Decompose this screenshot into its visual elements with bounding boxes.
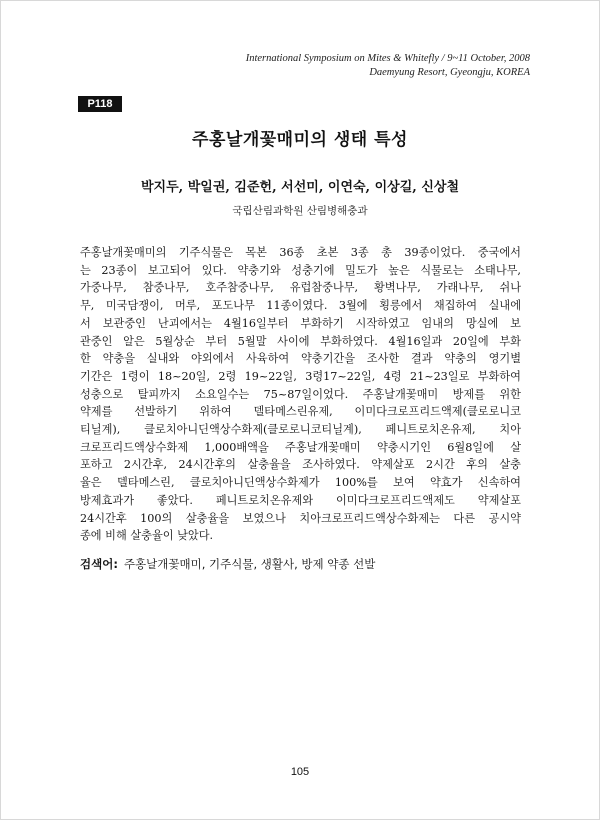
keywords-text: 주홍날개꽃매미, 기주식물, 생활사, 방제 약종 선발 bbox=[123, 557, 376, 571]
abstract-line: 방제효과가 좋았다. 페니트로치온유제와 이미다크로프리드액제도 약제살포 bbox=[80, 493, 521, 507]
abstract-line: 율은 델타메스린, 클로치아니딘액상수화제가 100%를 보여 약효가 신속하여 bbox=[80, 476, 521, 490]
author-list: 박지두, 박일권, 김준헌, 서선미, 이연숙, 이상길, 신상철 bbox=[140, 180, 460, 195]
conference-header-line2: Daemyung Resort, Gyeongju, KOREA bbox=[369, 67, 530, 78]
paper-title: 주홍날개꽃매미의 생태 특성 bbox=[192, 130, 408, 150]
abstract-line: 는 23종이 보고되어 있다. 약충기와 성충기에 밀도가 높은 식물로는 소태나무, bbox=[80, 263, 521, 277]
abstract-line: 기간은 1령이 18~20일, 2령 19~22일, 3령17~22일, 4령 21~23일로 부화하여 bbox=[80, 369, 521, 383]
abstract-line: 주홍날개꽃매미의 기주식물은 목본 36종 초본 3종 총 39종이었다. 중국에서 bbox=[80, 246, 521, 259]
abstract-line: 약제를 선발하기 위하여 델타메스린유제, 이미다크로프리드액제(클로로니코 bbox=[80, 405, 521, 419]
conference-header bbox=[246, 52, 530, 80]
conference-header-line1: International Symposium on Mites & Whitefly / 9~11 October, 2008 bbox=[245, 53, 530, 64]
abstract-line: 관중인 알은 5월상순 부터 5월말 사이에 부화하였다. 4월16일과 20일에 부화 bbox=[80, 334, 521, 348]
abstract-line: 무, 미국담쟁이, 머루, 포도나무 11종이였다. 3월에 횡릉에서 채집하여 실내에 bbox=[80, 299, 521, 313]
abstract-line: 종에 비해 살충율이 낮았다. bbox=[80, 529, 214, 543]
keywords bbox=[80, 556, 375, 572]
abstract-line: 24시간후 100의 살충율을 보였으나 치아크로프리드액상수화제는 다른 공시약 bbox=[80, 511, 521, 525]
abstract-line: 크로프리드액상수화제 1,000배액을 주홍날개꽃매미 약충시기인 6월8일에 살 bbox=[80, 440, 521, 454]
abstract-line: 한 약충을 실내와 야외에서 사육하여 약충기간을 조사한 결과 약충의 영기별 bbox=[80, 352, 521, 366]
keywords-label: 검색어: bbox=[80, 557, 118, 571]
abstract-body bbox=[80, 244, 521, 545]
abstract-line: 티닐계), 클로치아니딘액상수화제(클로로니코티닐계), 페니트로치온유제, 치아 bbox=[80, 423, 521, 437]
page-number: 105 bbox=[290, 766, 310, 778]
abstract-line: 서 보관중인 난괴에서는 4월16일부터 부화하기 시작하였고 임내의 망실에 보 bbox=[80, 316, 521, 330]
abstract-line: 가중나무, 참중나무, 호주참중나무, 유럽참중나무, 황벽나무, 가래나무, 쉬나 bbox=[80, 281, 521, 295]
poster-id-badge: P118 bbox=[78, 96, 122, 112]
abstract-line: 포하고 2시간후, 24시간후의 살충율을 조사하였다. 약제살포 2시간 후의 살충 bbox=[80, 458, 521, 472]
affiliation: 국립산림과학원 산림병해충과 bbox=[232, 205, 368, 217]
abstract-line: 성충으로 탈피까지 소요일수는 75~87일이었다. 주홍날개꽃매미 방제를 위한 bbox=[80, 387, 521, 401]
